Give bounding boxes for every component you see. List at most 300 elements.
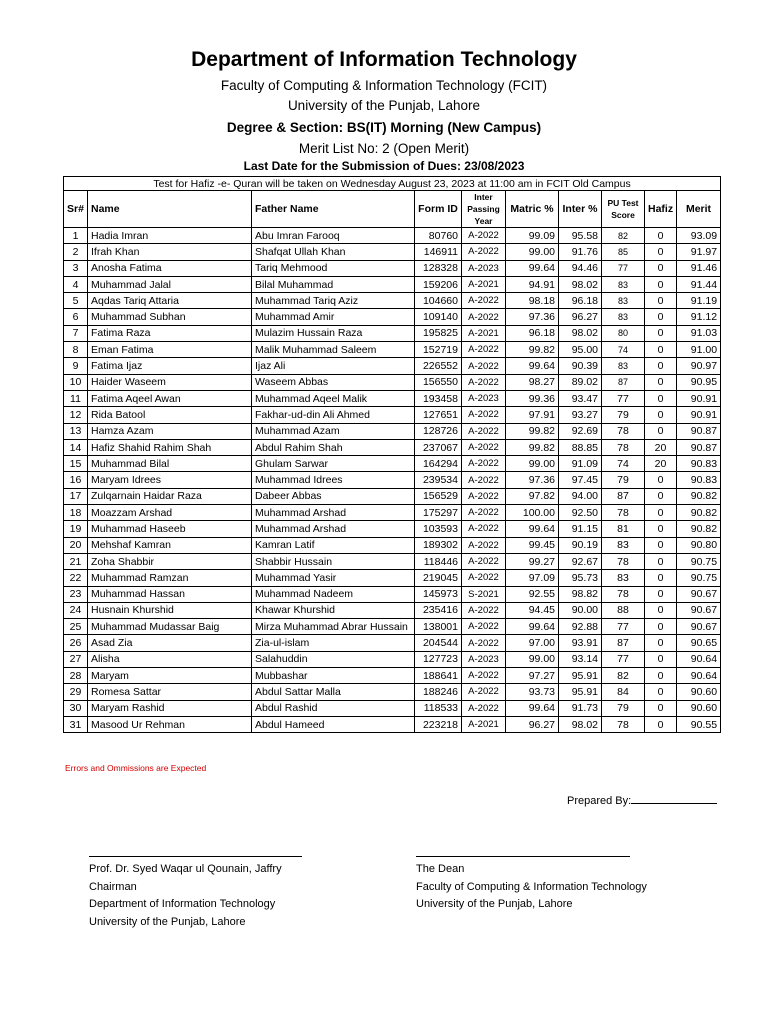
cell-matric: 92.55 — [506, 586, 559, 602]
cell-name: Fatima Aqeel Awan — [88, 390, 252, 406]
cell-father-name: Abdul Hameed — [252, 716, 415, 732]
cell-inter-year: A-2022 — [462, 602, 506, 618]
errors-note: Errors and Ommissions are Expected — [65, 763, 207, 773]
cell-name: Muhammad Jalal — [88, 276, 252, 292]
cell-inter-year: A-2022 — [462, 684, 506, 700]
cell-pu-test: 85 — [602, 244, 645, 260]
cell-matric: 93.73 — [506, 684, 559, 700]
cell-matric: 98.18 — [506, 293, 559, 309]
cell-sr: 19 — [64, 521, 88, 537]
cell-name: Muhammad Mudassar Baig — [88, 619, 252, 635]
dean-university: University of the Punjab, Lahore — [416, 898, 573, 911]
cell-father-name: Zia-ul-islam — [252, 635, 415, 651]
cell-merit: 91.00 — [677, 342, 721, 358]
degree-section: Degree & Section: BS(IT) Morning (New Campus) — [226, 120, 542, 135]
table-row — [64, 244, 721, 260]
cell-hafiz: 0 — [645, 668, 677, 684]
cell-inter-year: A-2022 — [462, 374, 506, 390]
cell-sr: 11 — [64, 390, 88, 406]
cell-name: Muhammad Ramzan — [88, 570, 252, 586]
signature-line-chairman — [89, 856, 302, 857]
cell-form-id: 118533 — [415, 700, 462, 716]
col-hafiz: Hafiz — [645, 191, 677, 228]
cell-form-id: 127723 — [415, 651, 462, 667]
cell-merit: 90.97 — [677, 358, 721, 374]
cell-inter-year: A-2022 — [462, 553, 506, 569]
cell-matric: 97.82 — [506, 488, 559, 504]
cell-merit: 90.67 — [677, 586, 721, 602]
hafiz-test-notice: Test for Hafiz -e- Quran will be taken on Wednesday August 23, 2023 at 11:00 am in FCIT Old Campus — [64, 177, 721, 191]
cell-sr: 31 — [64, 716, 88, 732]
table-row — [64, 293, 721, 309]
cell-hafiz: 0 — [645, 423, 677, 439]
cell-inter-year: A-2023 — [462, 260, 506, 276]
cell-inter: 92.50 — [559, 505, 602, 521]
cell-name: Mehshaf Kamran — [88, 537, 252, 553]
cell-name: Muhammad Subhan — [88, 309, 252, 325]
cell-form-id: 188641 — [415, 668, 462, 684]
cell-inter: 95.91 — [559, 684, 602, 700]
cell-name: Masood Ur Rehman — [88, 716, 252, 732]
cell-merit: 91.46 — [677, 260, 721, 276]
cell-matric: 99.64 — [506, 700, 559, 716]
cell-father-name: Bilal Muhammad — [252, 276, 415, 292]
cell-merit: 90.82 — [677, 488, 721, 504]
table-row — [64, 716, 721, 732]
cell-merit: 90.64 — [677, 651, 721, 667]
cell-sr: 28 — [64, 668, 88, 684]
cell-pu-test: 79 — [602, 700, 645, 716]
cell-pu-test: 78 — [602, 716, 645, 732]
cell-sr: 24 — [64, 602, 88, 618]
cell-matric: 99.00 — [506, 651, 559, 667]
cell-inter: 95.73 — [559, 570, 602, 586]
cell-inter-year: A-2022 — [462, 407, 506, 423]
cell-matric: 99.27 — [506, 553, 559, 569]
prepared-by — [567, 794, 717, 807]
cell-father-name: Mubbashar — [252, 668, 415, 684]
cell-inter: 92.69 — [559, 423, 602, 439]
cell-sr: 2 — [64, 244, 88, 260]
prepared-by-label: Prepared By: — [567, 795, 632, 807]
cell-inter: 95.58 — [559, 228, 602, 244]
cell-inter-year: A-2022 — [462, 309, 506, 325]
cell-name: Anosha Fatima — [88, 260, 252, 276]
cell-matric: 97.27 — [506, 668, 559, 684]
cell-hafiz: 0 — [645, 407, 677, 423]
cell-matric: 99.64 — [506, 521, 559, 537]
cell-father-name: Mulazim Hussain Raza — [252, 325, 415, 341]
cell-merit: 90.91 — [677, 390, 721, 406]
cell-father-name: Abu Imran Farooq — [252, 228, 415, 244]
cell-inter-year: A-2022 — [462, 244, 506, 260]
cell-name: Maryam Idrees — [88, 472, 252, 488]
cell-hafiz: 0 — [645, 505, 677, 521]
cell-pu-test: 78 — [602, 505, 645, 521]
cell-merit: 90.83 — [677, 472, 721, 488]
cell-inter-year: A-2022 — [462, 521, 506, 537]
cell-inter-year: A-2021 — [462, 325, 506, 341]
cell-form-id: 156529 — [415, 488, 462, 504]
cell-name: Fatima Raza — [88, 325, 252, 341]
cell-inter-year: A-2022 — [462, 619, 506, 635]
cell-merit: 90.82 — [677, 521, 721, 537]
cell-inter: 95.00 — [559, 342, 602, 358]
university-name: University of the Punjab, Lahore — [287, 98, 481, 113]
cell-hafiz: 0 — [645, 586, 677, 602]
cell-inter: 93.14 — [559, 651, 602, 667]
cell-father-name: Waseem Abbas — [252, 374, 415, 390]
cell-pu-test: 84 — [602, 684, 645, 700]
cell-merit: 91.44 — [677, 276, 721, 292]
cell-father-name: Ghulam Sarwar — [252, 456, 415, 472]
cell-merit: 90.82 — [677, 505, 721, 521]
cell-hafiz: 0 — [645, 684, 677, 700]
cell-father-name: Mirza Muhammad Abrar Hussain — [252, 619, 415, 635]
cell-merit: 90.60 — [677, 700, 721, 716]
cell-father-name: Muhammad Aqeel Malik — [252, 390, 415, 406]
merit-table — [63, 176, 721, 733]
cell-sr: 21 — [64, 553, 88, 569]
cell-inter-year: A-2022 — [462, 505, 506, 521]
cell-merit: 90.87 — [677, 423, 721, 439]
cell-pu-test: 81 — [602, 521, 645, 537]
cell-merit: 90.60 — [677, 684, 721, 700]
cell-father-name: Salahuddin — [252, 651, 415, 667]
cell-pu-test: 80 — [602, 325, 645, 341]
col-sr: Sr# — [64, 191, 88, 228]
cell-merit: 91.12 — [677, 309, 721, 325]
cell-inter: 91.76 — [559, 244, 602, 260]
table-row — [64, 439, 721, 455]
cell-form-id: 127651 — [415, 407, 462, 423]
chairman-university: University of the Punjab, Lahore — [89, 915, 246, 928]
table-row — [64, 423, 721, 439]
cell-name: Hadia Imran — [88, 228, 252, 244]
table-row — [64, 586, 721, 602]
cell-father-name: Abdul Rahim Shah — [252, 439, 415, 455]
cell-name: Muhammad Hassan — [88, 586, 252, 602]
cell-inter: 92.88 — [559, 619, 602, 635]
cell-sr: 17 — [64, 488, 88, 504]
cell-merit: 91.19 — [677, 293, 721, 309]
cell-inter: 90.19 — [559, 537, 602, 553]
cell-pu-test: 74 — [602, 456, 645, 472]
cell-matric: 97.00 — [506, 635, 559, 651]
table-row — [64, 570, 721, 586]
cell-inter: 93.47 — [559, 390, 602, 406]
cell-inter-year: A-2022 — [462, 537, 506, 553]
cell-sr: 10 — [64, 374, 88, 390]
table-row — [64, 260, 721, 276]
cell-hafiz: 0 — [645, 570, 677, 586]
cell-form-id: 239534 — [415, 472, 462, 488]
cell-father-name: Muhammad Amir — [252, 309, 415, 325]
cell-matric: 99.82 — [506, 439, 559, 455]
cell-father-name: Abdul Rashid — [252, 700, 415, 716]
cell-pu-test: 83 — [602, 309, 645, 325]
cell-inter: 98.02 — [559, 276, 602, 292]
cell-hafiz: 0 — [645, 488, 677, 504]
cell-name: Rida Batool — [88, 407, 252, 423]
cell-matric: 99.00 — [506, 456, 559, 472]
cell-inter-year: A-2022 — [462, 488, 506, 504]
cell-merit: 93.09 — [677, 228, 721, 244]
cell-matric: 94.91 — [506, 276, 559, 292]
cell-form-id: 138001 — [415, 619, 462, 635]
cell-hafiz: 0 — [645, 472, 677, 488]
cell-pu-test: 82 — [602, 668, 645, 684]
cell-inter: 88.85 — [559, 439, 602, 455]
cell-hafiz: 0 — [645, 390, 677, 406]
chairman-name: Prof. Dr. Syed Waqar ul Qounain, Jaffry — [89, 863, 282, 875]
cell-merit: 90.95 — [677, 374, 721, 390]
cell-form-id: 152719 — [415, 342, 462, 358]
cell-pu-test: 82 — [602, 228, 645, 244]
dean-faculty: Faculty of Computing & Information Technology — [416, 880, 647, 893]
col-form-id: Form ID — [415, 191, 462, 228]
cell-pu-test: 83 — [602, 537, 645, 553]
cell-hafiz: 0 — [645, 293, 677, 309]
cell-father-name: Dabeer Abbas — [252, 488, 415, 504]
cell-inter: 91.15 — [559, 521, 602, 537]
cell-pu-test: 77 — [602, 619, 645, 635]
cell-hafiz: 0 — [645, 553, 677, 569]
cell-father-name: Muhammad Arshad — [252, 505, 415, 521]
cell-hafiz: 0 — [645, 521, 677, 537]
cell-inter-year: A-2022 — [462, 456, 506, 472]
cell-form-id: 128726 — [415, 423, 462, 439]
table-row — [64, 651, 721, 667]
cell-sr: 4 — [64, 276, 88, 292]
cell-inter-year: A-2022 — [462, 700, 506, 716]
cell-form-id: 175297 — [415, 505, 462, 521]
table-row — [64, 342, 721, 358]
cell-sr: 13 — [64, 423, 88, 439]
cell-father-name: Shafqat Ullah Khan — [252, 244, 415, 260]
cell-name: Muhammad Bilal — [88, 456, 252, 472]
cell-pu-test: 79 — [602, 472, 645, 488]
table-row — [64, 668, 721, 684]
cell-inter-year: A-2022 — [462, 342, 506, 358]
cell-hafiz: 0 — [645, 635, 677, 651]
cell-pu-test: 79 — [602, 407, 645, 423]
cell-pu-test: 83 — [602, 276, 645, 292]
cell-form-id: 223218 — [415, 716, 462, 732]
cell-inter-year: A-2022 — [462, 439, 506, 455]
cell-inter: 96.18 — [559, 293, 602, 309]
cell-merit: 91.97 — [677, 244, 721, 260]
cell-inter: 95.91 — [559, 668, 602, 684]
cell-hafiz: 0 — [645, 651, 677, 667]
cell-inter: 98.02 — [559, 716, 602, 732]
cell-matric: 97.91 — [506, 407, 559, 423]
cell-father-name: Muhammad Yasir — [252, 570, 415, 586]
cell-form-id: 109140 — [415, 309, 462, 325]
cell-inter-year: A-2022 — [462, 293, 506, 309]
cell-form-id: 189302 — [415, 537, 462, 553]
cell-hafiz: 0 — [645, 244, 677, 260]
cell-merit: 90.67 — [677, 619, 721, 635]
cell-form-id: 159206 — [415, 276, 462, 292]
cell-inter-year: A-2022 — [462, 570, 506, 586]
cell-hafiz: 0 — [645, 260, 677, 276]
cell-pu-test: 78 — [602, 586, 645, 602]
cell-merit: 90.80 — [677, 537, 721, 553]
col-inter-year: Inter Passing Year — [462, 191, 506, 228]
cell-inter-year: A-2022 — [462, 635, 506, 651]
cell-form-id: 103593 — [415, 521, 462, 537]
cell-name: Haider Waseem — [88, 374, 252, 390]
cell-form-id: 237067 — [415, 439, 462, 455]
cell-name: Ifrah Khan — [88, 244, 252, 260]
cell-hafiz: 0 — [645, 619, 677, 635]
cell-form-id: 80760 — [415, 228, 462, 244]
cell-father-name: Tariq Mehmood — [252, 260, 415, 276]
cell-sr: 1 — [64, 228, 88, 244]
table-row — [64, 325, 721, 341]
cell-inter: 96.27 — [559, 309, 602, 325]
cell-father-name: Fakhar-ud-din Ali Ahmed — [252, 407, 415, 423]
cell-name: Maryam Rashid — [88, 700, 252, 716]
cell-hafiz: 0 — [645, 228, 677, 244]
cell-sr: 29 — [64, 684, 88, 700]
cell-inter-year: A-2023 — [462, 390, 506, 406]
cell-form-id: 195825 — [415, 325, 462, 341]
table-row — [64, 358, 721, 374]
cell-form-id: 219045 — [415, 570, 462, 586]
cell-inter: 98.82 — [559, 586, 602, 602]
cell-name: Fatima Ijaz — [88, 358, 252, 374]
cell-sr: 25 — [64, 619, 88, 635]
cell-matric: 96.18 — [506, 325, 559, 341]
col-pu-test: PU Test Score — [602, 191, 645, 228]
cell-sr: 5 — [64, 293, 88, 309]
cell-pu-test: 83 — [602, 358, 645, 374]
cell-pu-test: 77 — [602, 390, 645, 406]
cell-merit: 90.75 — [677, 553, 721, 569]
cell-inter: 94.46 — [559, 260, 602, 276]
cell-form-id: 156550 — [415, 374, 462, 390]
cell-inter: 93.91 — [559, 635, 602, 651]
chairman-department: Department of Information Technology — [89, 898, 276, 911]
faculty-name: Faculty of Computing & Information Technology (FCIT) — [220, 78, 548, 93]
cell-father-name: Muhammad Idrees — [252, 472, 415, 488]
last-date: Last Date for the Submission of Dues: 23/08/2023 — [243, 159, 525, 173]
cell-merit: 90.87 — [677, 439, 721, 455]
cell-pu-test: 77 — [602, 260, 645, 276]
cell-sr: 26 — [64, 635, 88, 651]
cell-name: Hafiz Shahid Rahim Shah — [88, 439, 252, 455]
cell-matric: 97.36 — [506, 309, 559, 325]
cell-sr: 7 — [64, 325, 88, 341]
table-row — [64, 602, 721, 618]
cell-sr: 3 — [64, 260, 88, 276]
chairman-title: Chairman — [89, 880, 137, 893]
dean-signature-block — [416, 861, 647, 914]
table-row — [64, 684, 721, 700]
cell-name: Eman Fatima — [88, 342, 252, 358]
cell-inter-year: A-2022 — [462, 228, 506, 244]
cell-name: Zoha Shabbir — [88, 553, 252, 569]
table-row — [64, 635, 721, 651]
cell-father-name: Kamran Latif — [252, 537, 415, 553]
cell-pu-test: 87 — [602, 635, 645, 651]
cell-pu-test: 77 — [602, 651, 645, 667]
cell-matric: 99.00 — [506, 244, 559, 260]
cell-father-name: Malik Muhammad Saleem — [252, 342, 415, 358]
cell-sr: 16 — [64, 472, 88, 488]
cell-form-id: 193458 — [415, 390, 462, 406]
table-row — [64, 537, 721, 553]
col-inter: Inter % — [559, 191, 602, 228]
merit-list-number: Merit List No: 2 (Open Merit) — [298, 141, 470, 156]
cell-father-name: Muhammad Arshad — [252, 521, 415, 537]
cell-pu-test: 78 — [602, 423, 645, 439]
cell-form-id: 145973 — [415, 586, 462, 602]
merit-table-body — [64, 228, 721, 733]
cell-father-name: Muhammad Nadeem — [252, 586, 415, 602]
cell-sr: 9 — [64, 358, 88, 374]
cell-inter-year: A-2022 — [462, 472, 506, 488]
cell-inter: 98.02 — [559, 325, 602, 341]
cell-inter: 94.00 — [559, 488, 602, 504]
cell-name: Husnain Khurshid — [88, 602, 252, 618]
cell-matric: 99.82 — [506, 423, 559, 439]
cell-sr: 22 — [64, 570, 88, 586]
cell-matric: 96.27 — [506, 716, 559, 732]
table-row — [64, 407, 721, 423]
cell-pu-test: 74 — [602, 342, 645, 358]
cell-pu-test: 83 — [602, 293, 645, 309]
cell-father-name: Khawar Khurshid — [252, 602, 415, 618]
cell-father-name: Ijaz Ali — [252, 358, 415, 374]
cell-merit: 90.75 — [677, 570, 721, 586]
cell-matric: 99.64 — [506, 260, 559, 276]
cell-form-id: 104660 — [415, 293, 462, 309]
cell-inter: 92.67 — [559, 553, 602, 569]
table-row — [64, 374, 721, 390]
cell-sr: 15 — [64, 456, 88, 472]
cell-merit: 90.65 — [677, 635, 721, 651]
cell-name: Moazzam Arshad — [88, 505, 252, 521]
cell-name: Alisha — [88, 651, 252, 667]
table-row — [64, 276, 721, 292]
cell-inter: 93.27 — [559, 407, 602, 423]
cell-name: Hamza Azam — [88, 423, 252, 439]
table-row — [64, 309, 721, 325]
cell-name: Aqdas Tariq Attaria — [88, 293, 252, 309]
cell-inter-year: A-2023 — [462, 651, 506, 667]
col-merit: Merit — [677, 191, 721, 228]
cell-matric: 97.09 — [506, 570, 559, 586]
table-row — [64, 488, 721, 504]
table-row — [64, 553, 721, 569]
cell-name: Asad Zia — [88, 635, 252, 651]
cell-father-name: Shabbir Hussain — [252, 553, 415, 569]
page-title: Department of Information Technology — [191, 48, 577, 71]
cell-pu-test: 88 — [602, 602, 645, 618]
cell-inter-year: A-2022 — [462, 668, 506, 684]
cell-form-id: 235416 — [415, 602, 462, 618]
cell-merit: 90.55 — [677, 716, 721, 732]
cell-form-id: 188246 — [415, 684, 462, 700]
cell-inter: 90.00 — [559, 602, 602, 618]
cell-sr: 18 — [64, 505, 88, 521]
cell-inter-year: A-2021 — [462, 716, 506, 732]
cell-inter: 91.09 — [559, 456, 602, 472]
cell-form-id: 204544 — [415, 635, 462, 651]
